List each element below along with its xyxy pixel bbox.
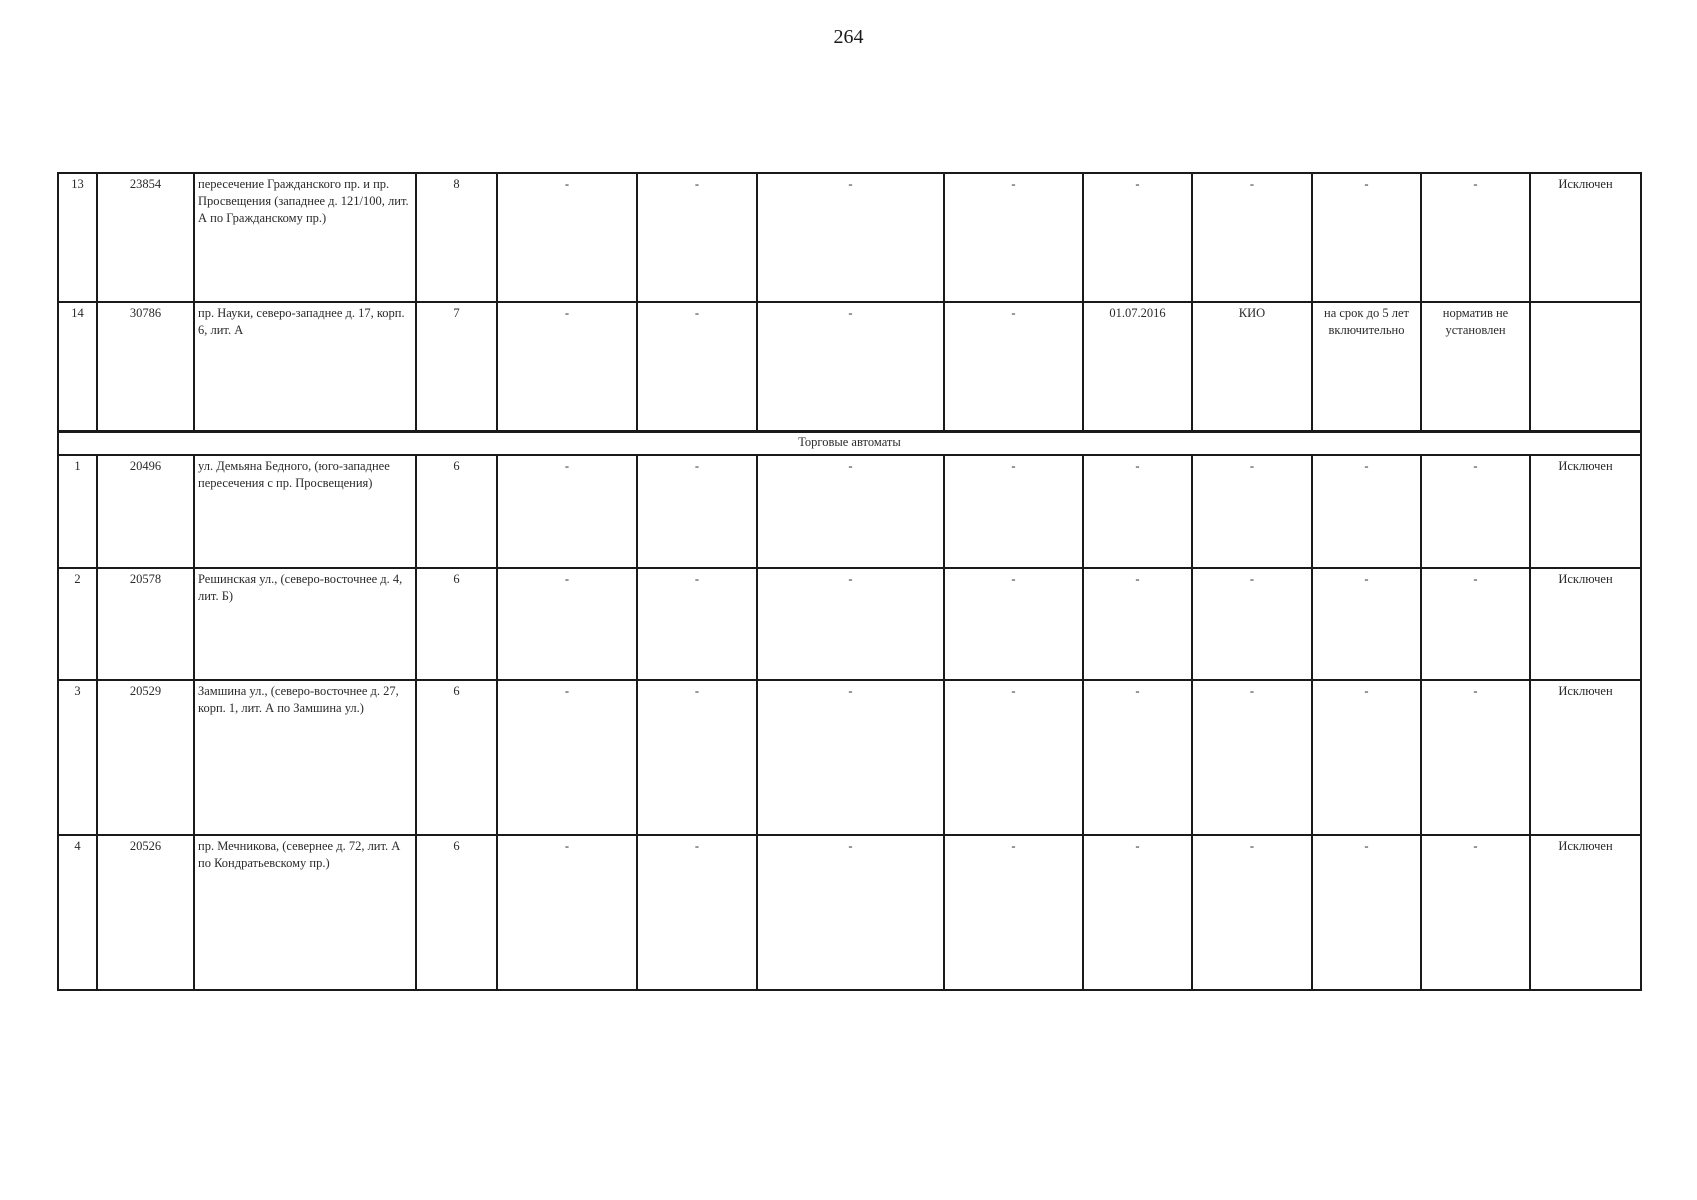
row-number-cell: 3 <box>58 680 97 835</box>
table-body-after-section <box>58 455 1641 990</box>
authority-cell: КИО <box>1192 302 1312 431</box>
area-cell: 8 <box>416 173 497 302</box>
col5-cell: - <box>497 173 637 302</box>
col6-cell: - <box>637 835 757 990</box>
norm-cell: - <box>1421 568 1530 680</box>
table-row <box>58 568 1641 680</box>
col6-cell: - <box>637 173 757 302</box>
col8-cell: - <box>944 302 1083 431</box>
row-number-cell: 13 <box>58 173 97 302</box>
col5-cell: - <box>497 455 637 568</box>
col5-cell: - <box>497 680 637 835</box>
authority-cell: - <box>1192 173 1312 302</box>
row-number-cell: 4 <box>58 835 97 990</box>
area-cell: 7 <box>416 302 497 431</box>
authority-cell: - <box>1192 568 1312 680</box>
area-cell: 6 <box>416 835 497 990</box>
status-cell: Исключен <box>1530 835 1641 990</box>
code-cell: 20526 <box>97 835 194 990</box>
col8-cell: - <box>944 568 1083 680</box>
norm-cell: - <box>1421 173 1530 302</box>
norm-cell: норматив не установлен <box>1421 302 1530 431</box>
col8-cell: - <box>944 455 1083 568</box>
term-cell: - <box>1312 835 1421 990</box>
table-body-before-section <box>58 173 1641 431</box>
status-cell: Исключен <box>1530 680 1641 835</box>
col5-cell: - <box>497 835 637 990</box>
date-cell: - <box>1083 835 1192 990</box>
table-row <box>58 680 1641 835</box>
address-cell: пр. Науки, северо-западнее д. 17, корп. 6, лит. А <box>194 302 416 431</box>
address-cell: Замшина ул., (северо-восточнее д. 27, корп. 1, лит. А по Замшина ул.) <box>194 680 416 835</box>
term-cell: - <box>1312 173 1421 302</box>
col5-cell: - <box>497 302 637 431</box>
registry-table <box>57 172 1642 991</box>
code-cell: 23854 <box>97 173 194 302</box>
table-row <box>58 302 1641 431</box>
col8-cell: - <box>944 173 1083 302</box>
date-cell: - <box>1083 173 1192 302</box>
status-cell: Исключен <box>1530 173 1641 302</box>
date-cell: - <box>1083 568 1192 680</box>
area-cell: 6 <box>416 568 497 680</box>
norm-cell: - <box>1421 680 1530 835</box>
date-cell: - <box>1083 680 1192 835</box>
page-number: 264 <box>833 26 864 48</box>
col7-cell: - <box>757 680 944 835</box>
authority-cell: - <box>1192 680 1312 835</box>
term-cell: - <box>1312 680 1421 835</box>
col8-cell: - <box>944 835 1083 990</box>
area-cell: 6 <box>416 455 497 568</box>
address-cell: пр. Мечникова, (севернее д. 72, лит. А по Кондратьевскому пр.) <box>194 835 416 990</box>
address-cell: пересечение Гражданского пр. и пр. Просвещения (западнее д. 121/100, лит. А по Гражданскому пр.) <box>194 173 416 302</box>
authority-cell: - <box>1192 835 1312 990</box>
code-cell: 20578 <box>97 568 194 680</box>
code-cell: 20529 <box>97 680 194 835</box>
col7-cell: - <box>757 568 944 680</box>
table-row <box>58 835 1641 990</box>
date-cell: - <box>1083 455 1192 568</box>
status-cell: Исключен <box>1530 568 1641 680</box>
status-cell <box>1530 302 1641 431</box>
area-cell: 6 <box>416 680 497 835</box>
authority-cell: - <box>1192 455 1312 568</box>
table-row <box>58 455 1641 568</box>
term-cell: - <box>1312 568 1421 680</box>
address-cell: Решинская ул., (северо-восточнее д. 4, лит. Б) <box>194 568 416 680</box>
norm-cell: - <box>1421 835 1530 990</box>
col8-cell: - <box>944 680 1083 835</box>
col7-cell: - <box>757 302 944 431</box>
code-cell: 20496 <box>97 455 194 568</box>
col7-cell: - <box>757 173 944 302</box>
col6-cell: - <box>637 568 757 680</box>
row-number-cell: 14 <box>58 302 97 431</box>
section-title: Торговые автоматы <box>58 431 1641 455</box>
row-number-cell: 2 <box>58 568 97 680</box>
col6-cell: - <box>637 302 757 431</box>
date-cell: 01.07.2016 <box>1083 302 1192 431</box>
col7-cell: - <box>757 835 944 990</box>
col5-cell: - <box>497 568 637 680</box>
status-cell: Исключен <box>1530 455 1641 568</box>
address-cell: ул. Демьяна Бедного, (юго-западнее пересечения с пр. Просвещения) <box>194 455 416 568</box>
col7-cell: - <box>757 455 944 568</box>
table-row <box>58 173 1641 302</box>
code-cell: 30786 <box>97 302 194 431</box>
col6-cell: - <box>637 455 757 568</box>
term-cell: на срок до 5 лет включительно <box>1312 302 1421 431</box>
col6-cell: - <box>637 680 757 835</box>
row-number-cell: 1 <box>58 455 97 568</box>
section-row <box>58 431 1641 455</box>
term-cell: - <box>1312 455 1421 568</box>
norm-cell: - <box>1421 455 1530 568</box>
